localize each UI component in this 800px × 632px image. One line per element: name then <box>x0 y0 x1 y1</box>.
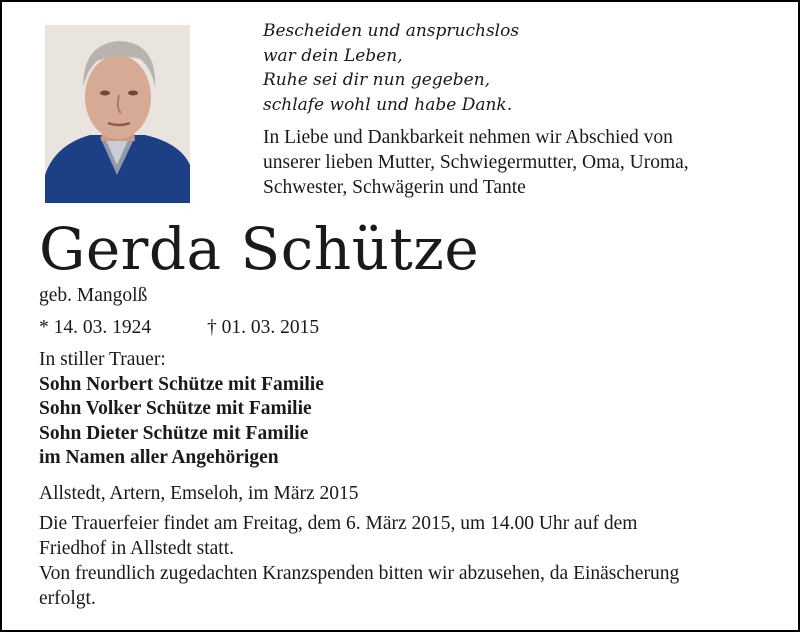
poem-line: schlafe wohl und habe Dank. <box>263 94 513 115</box>
poem-line: Ruhe sei dir nun gegeben, <box>263 70 491 90</box>
birth-date: * 14. 03. 1924 <box>39 317 152 338</box>
poem-line: war dein Leben, <box>263 45 403 66</box>
birth-name: geb. Mangolß <box>39 285 148 306</box>
funeral-line: Friedhof in Allstedt statt. <box>39 538 234 559</box>
funeral-line: Von freundlich zugedachten Kranzspenden bitten wir abzusehen, da Einäscherung <box>39 563 680 584</box>
intro-line: Schwester, Schwägerin und Tante <box>263 177 526 198</box>
poem <box>263 19 519 117</box>
funeral-line: erfolgt. <box>39 588 96 609</box>
intro-line: In Liebe und Dankbarkeit nehmen wir Abschied von <box>263 127 673 148</box>
funeral-line: Die Trauerfeier findet am Freitag, dem 6. März 2015, um 14.00 Uhr auf dem <box>39 513 638 534</box>
life-dates <box>39 316 320 340</box>
mourners-block <box>39 348 324 471</box>
portrait-photo <box>45 25 190 203</box>
intro-text <box>263 125 783 200</box>
mourner-line: Sohn Dieter Schütze mit Familie <box>39 422 309 444</box>
mourner-line: im Namen aller Angehörigen <box>39 447 279 468</box>
mourner-line: Sohn Norbert Schütze mit Familie <box>39 373 324 395</box>
mourner-line: Sohn Volker Schütze mit Familie <box>39 398 312 419</box>
death-date: † 01. 03. 2015 <box>207 317 320 338</box>
deceased-name: Gerda Schütze <box>39 215 480 283</box>
mourners-heading: In stiller Trauer: <box>39 349 166 370</box>
funeral-notice <box>39 511 779 611</box>
poem-line: Bescheiden und anspruchslos <box>263 21 520 41</box>
intro-line: unserer lieben Mutter, Schwiegermutter, Oma, Uroma, <box>263 152 689 173</box>
place-date: Allstedt, Artern, Emseloh, im März 2015 <box>39 483 359 504</box>
